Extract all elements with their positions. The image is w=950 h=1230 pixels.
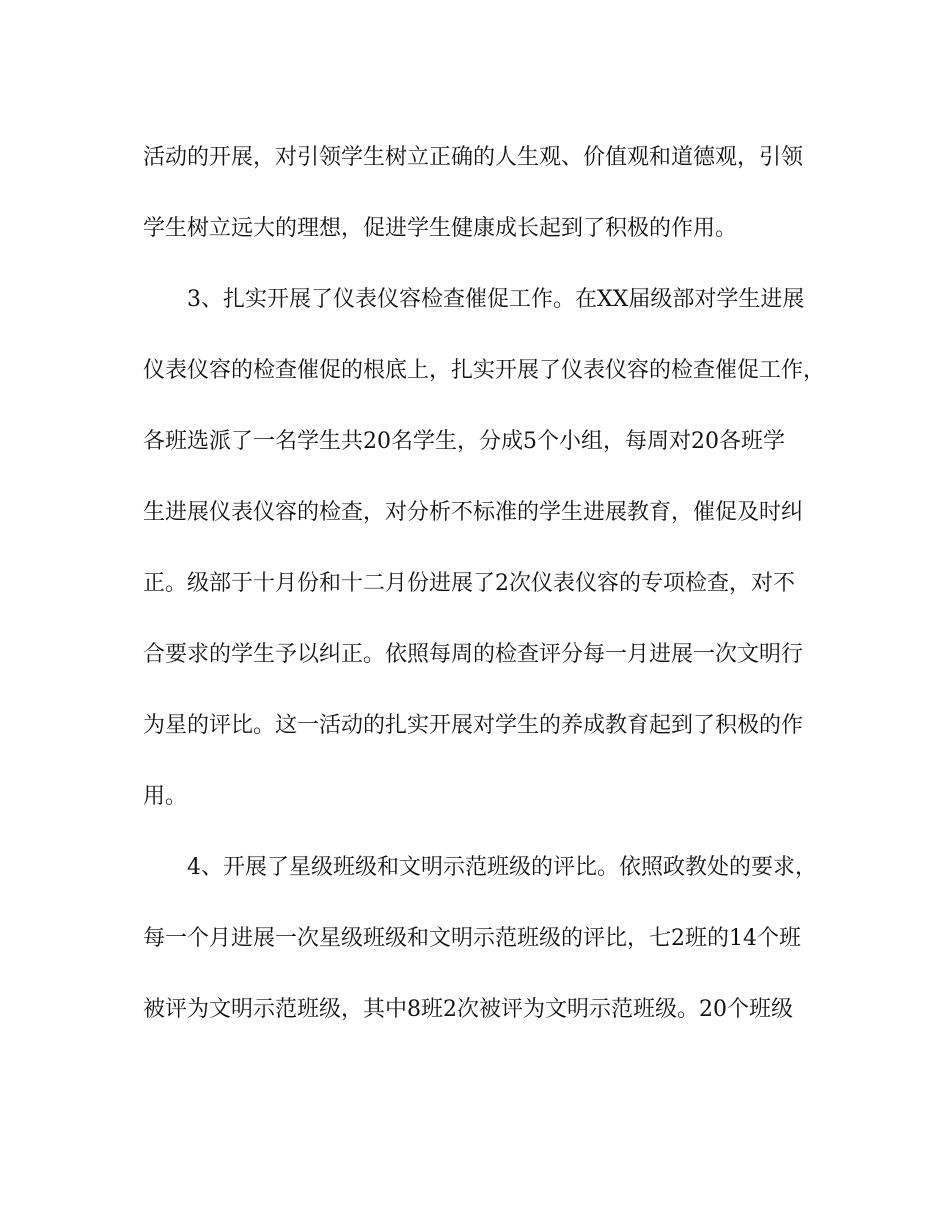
paragraph-line-12: 每一个月进展一次星级班级和文明示范班级的评比，七2班的14个班 xyxy=(143,926,801,951)
paragraph-line-13: 被评为文明示范班级，其中8班2次被评为文明示范班级。20个班级 xyxy=(143,997,793,1022)
paragraph-line-8: 合要求的学生予以纠正。依照每周的检查评分每一月进展一次文明行 xyxy=(143,642,804,667)
paragraph-line-3: 3、扎实开展了仪表仪容检查催促工作。在XX届级部对学生进展 xyxy=(187,287,805,312)
paragraph-line-2: 学生树立远大的理想，促进学生健康成长起到了积极的作用。 xyxy=(143,216,738,241)
paragraph-line-7: 正。级部于十月份和十二月份进展了2次仪表仪容的专项检查，对不 xyxy=(143,571,795,596)
paragraph-line-11: 4、开展了星级班级和文明示范班级的评比。依照政教处的要求， xyxy=(187,855,817,880)
paragraph-line-6: 生进展仪表仪容的检查，对分析不标准的学生进展教育，催促及时纠 xyxy=(143,500,804,525)
paragraph-line-4: 仪表仪容的检查催促的根底上，扎实开展了仪表仪容的检查催促工作， xyxy=(143,358,826,383)
paragraph-line-1: 活动的开展，对引领学生树立正确的人生观、价值观和道德观，引领 xyxy=(143,145,804,170)
paragraph-line-10: 用。 xyxy=(143,784,188,809)
paragraph-line-9: 为星的评比。这一活动的扎实开展对学生的养成教育起到了积极的作 xyxy=(143,713,804,738)
paragraph-line-5: 各班选派了一名学生共20名学生，分成5个小组，每周对20各班学 xyxy=(143,429,785,454)
